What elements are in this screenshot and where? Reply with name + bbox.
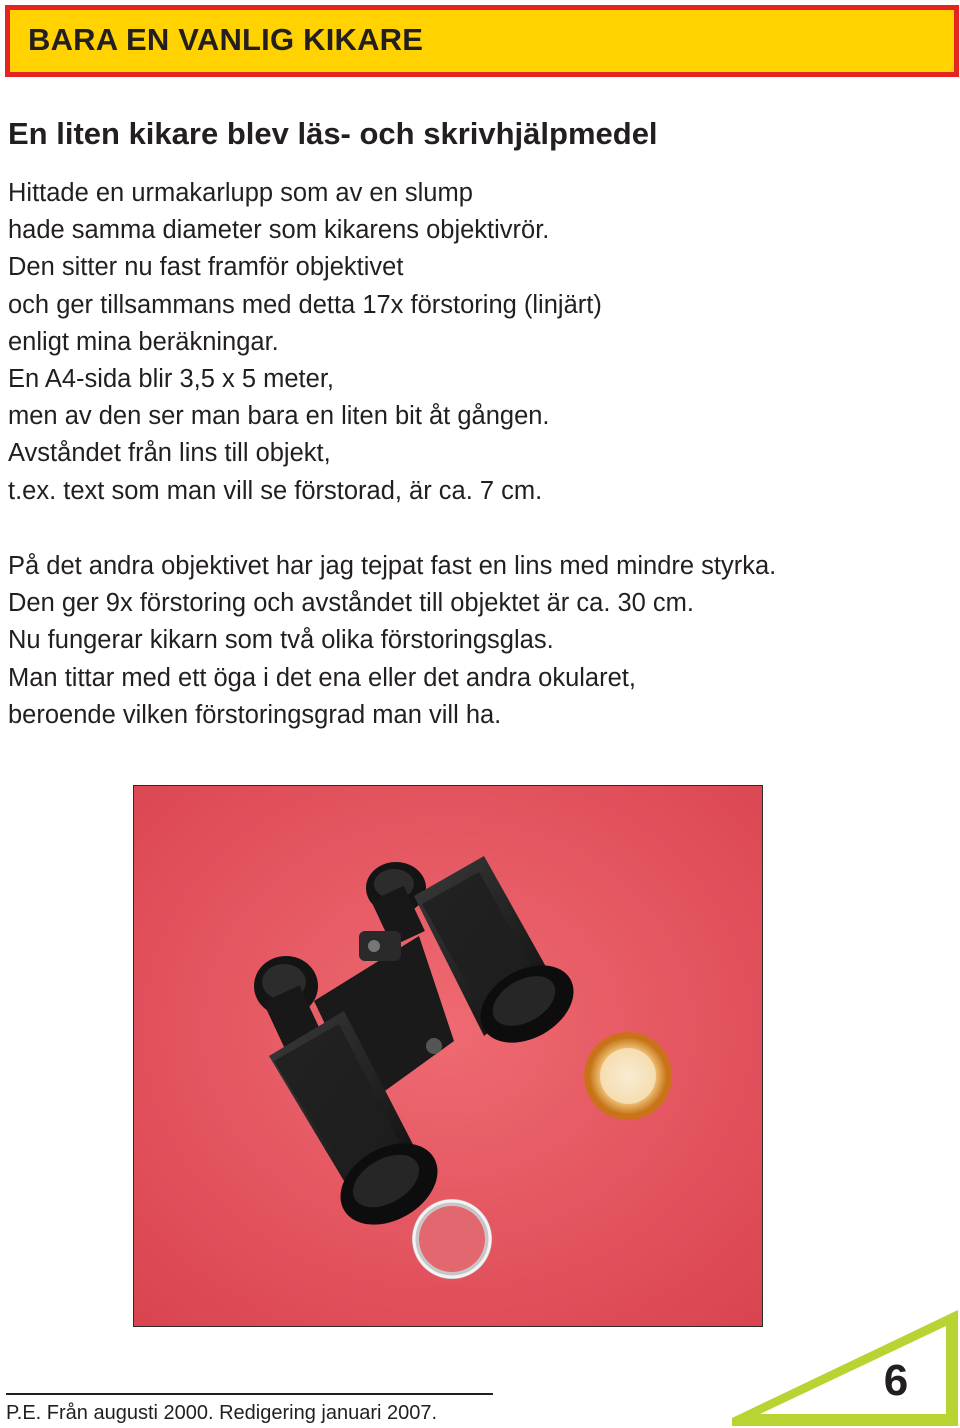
paragraph-2: [8, 548, 776, 734]
footer-text: P.E. Från augusti 2000. Redigering januari 2007.: [6, 1402, 438, 1424]
text-line: Man tittar med ett öga i det ena eller det andra okularet,: [8, 663, 636, 692]
text-line: Den sitter nu fast framför objektivet: [8, 253, 404, 282]
text-line: En A4-sida blir 3,5 x 5 meter,: [8, 365, 334, 394]
text-line: och ger tillsammans med detta 17x förstoring (linjärt): [8, 290, 602, 319]
text-line: Hittade en urmakarlupp som av en slump: [8, 179, 473, 207]
text-line: På det andra objektivet har jag tejpat fast en lins med mindre styrka.: [8, 552, 777, 580]
text-line: Avståndet från lins till objekt,: [8, 439, 331, 468]
text-line: beroende vilken förstoringsgrad man vill ha.: [8, 700, 502, 729]
header-title: BARA EN VANLIG KIKARE: [28, 22, 424, 57]
text-line: Nu fungerar kikarn som två olika förstoringsglas.: [8, 626, 554, 655]
text-line: t.ex. text som man vill se förstorad, är ca. 7 cm.: [8, 476, 543, 505]
page-number: 6: [883, 1356, 909, 1405]
binoculars-photo: [133, 785, 763, 1327]
clear-lens: [412, 1199, 492, 1279]
header-bar: [5, 5, 959, 77]
amber-lens: [584, 1032, 672, 1120]
footer-divider: [6, 1393, 493, 1395]
text-line: hade samma diameter som kikarens objektivrör.: [8, 216, 550, 245]
article-heading: En liten kikare blev läs- och skrivhjälpmedel: [8, 116, 658, 151]
text-line: Den ger 9x förstoring och avståndet till objektet är ca. 30 cm.: [8, 589, 695, 618]
page-corner-triangle: [732, 1308, 960, 1428]
paragraph-1: [8, 175, 602, 510]
text-line: enligt mina beräkningar.: [8, 327, 279, 356]
text-line: men av den ser man bara en liten bit åt gången.: [8, 402, 550, 431]
